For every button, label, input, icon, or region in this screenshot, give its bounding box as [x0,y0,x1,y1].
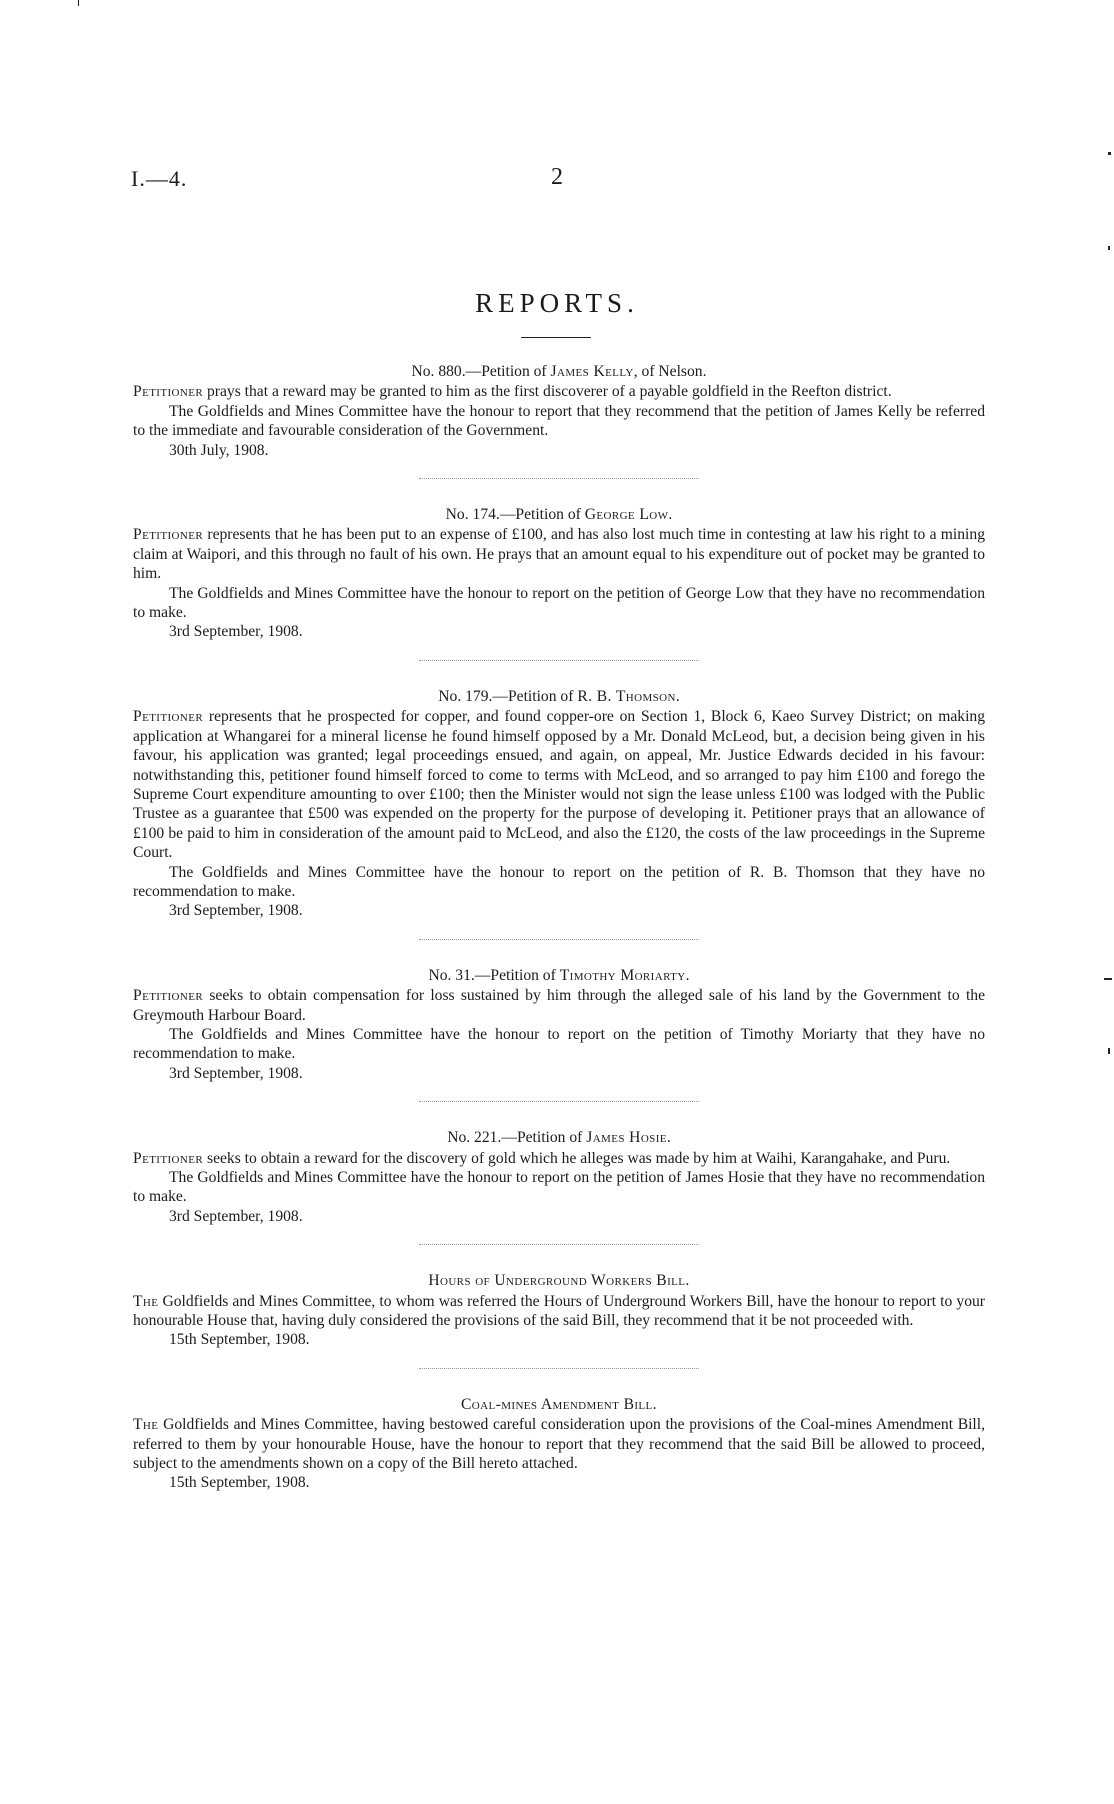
petition-text: seeks to obtain compensation for loss sustained by him through the alleged sale of his land by the Government to the Greymouth Harbour Board. [133,987,985,1024]
report-date: 3rd September, 1908. [169,623,303,641]
petition-body [133,707,985,862]
document-body [133,362,985,1493]
petition-lead: Petitioner [133,708,204,726]
petition-heading-suffix: . [675,687,680,705]
petition-text: represents that he prospected for copper, and found copper-ore on Section 1, Block 6, Kaeo Survey District; on making application at Whangarei for a mineral license he found himself opposed by a Mr. Donald McLeod, but, a decision being given in his favour, his application was granted; legal proceedings ensued, and again, on appeal, Mr. Justice Edwards decided in his favour: notwithstanding this, petitioner found himself forced to come to terms with McLeod, and so arranged to pay him £100 and forego the Supreme Court expenditure amounting to over £100; then the Minister would not sign the lease unless £100 was lodged with the Public Trustee as a guarantee that £500 was expended on the property for the purpose of developing it. Petitioner prays that an allowance of £100 be paid to him in consideration of the amount paid to McLeod, and also the £120, the costs of the law proceedings in the Supreme Court. [133,708,985,862]
petition-lead: Petitioner [133,987,204,1005]
petition-heading-suffix: , of Nelson. [633,363,707,380]
bill-text: Goldfields and Mines Committee, to whom was referred the Hours of Underground Workers Bill, have the honour to report to your honourable House that, having duly considered the provisions of the said Bill, they recommend that it be not proceeded with. [133,1292,985,1330]
bill-lead: The [133,1292,159,1310]
bill-heading: Hours of Underground Workers Bill. [428,1272,690,1290]
committee-report: The Goldfields and Mines Committee have the honour to report on the petition of R. B. Thomson that they have no recommendation to make. [133,863,985,900]
petitioner-name: James Hosie [586,1129,667,1147]
bill-coal-mines-amendment [133,1395,985,1493]
page-number: 2 [551,164,563,190]
petition-179 [133,687,985,921]
section-divider [419,1244,699,1245]
petition-body [133,525,985,583]
bill-lead: The [133,1416,159,1434]
petition-heading [133,687,985,706]
petition-heading-suffix: . [666,1129,671,1147]
report-date: 3rd September, 1908. [169,1064,303,1082]
petition-lead: Petitioner [133,526,204,544]
bill-hours-underground-workers [133,1271,985,1350]
petitioner-name: R. B. Thomson [577,687,676,705]
document-reference: I.—4. [131,166,188,191]
petition-number: No. 880.—Petition of [411,363,551,380]
petition-lead: Petitioner [133,383,204,401]
petition-number: No. 179.—Petition of [438,687,578,705]
petition-text: prays that a reward may be granted to him as the first discoverer of a payable goldfield in the Reefton district. [203,383,892,401]
petition-number: No. 31.—Petition of [428,966,560,984]
petition-heading [133,505,985,524]
bill-report [133,1415,985,1473]
petition-174 [133,505,985,642]
petition-880 [133,362,985,460]
petition-31 [133,966,985,1083]
scan-mark [1104,978,1112,980]
committee-report: The Goldfields and Mines Committee have the honour to report on the petition of George Low that they have no recommendation to make. [133,584,985,622]
report-date: 30th July, 1908. [169,441,269,459]
committee-report: The Goldfields and Mines Committee have the honour to report that they recommend that the petition of James Kelly be referred to the immediate and favourable consideration of the Government. [133,402,985,440]
petition-heading-suffix: . [685,966,690,984]
petition-body [133,986,985,1025]
petitioner-name: James Kelly [550,363,634,380]
petition-heading [133,1128,985,1147]
petition-221 [133,1128,985,1226]
section-divider [419,478,699,479]
report-date: 15th September, 1908. [169,1474,310,1492]
bill-report [133,1292,985,1331]
petitioner-name: Timothy Moriarty [559,966,686,984]
petition-heading-suffix: . [668,506,673,524]
committee-report: The Goldfields and Mines Committee have the honour to report on the petition of Timothy Moriarty that they have no recommendation to make. [133,1025,985,1063]
petition-heading [133,362,985,381]
scan-mark [1108,152,1111,155]
scan-mark [78,0,79,6]
section-divider [419,660,699,661]
petition-text: seeks to obtain a reward for the discovery of gold which he alleges was made by him at Waihi, Karangahake, and Puru. [203,1149,951,1167]
section-divider [419,1101,699,1102]
petition-lead: Petitioner [133,1149,204,1167]
committee-report: The Goldfields and Mines Committee have the honour to report on the petition of James Hosie that they have no recommendation to make. [133,1169,985,1206]
petition-body [133,1149,985,1168]
petition-number: No. 221.—Petition of [447,1129,587,1147]
petition-number: No. 174.—Petition of [445,506,585,524]
scan-mark [1108,246,1110,250]
petition-body [133,382,985,401]
petition-heading [133,966,985,985]
bill-heading: Coal-mines Amendment Bill. [461,1395,657,1413]
petition-text: represents that he has been put to an expense of £100, and has also lost much time in contesting at law his right to a mining claim at Waipori, and this through no fault of his own. He prays that an amount equal to his expenditure out of pocket may be granted to him. [133,526,985,583]
section-divider [419,939,699,940]
page-title: REPORTS. [475,288,639,318]
title-rule [521,337,591,338]
bill-text: Goldfields and Mines Committee, having bestowed careful consideration upon the provisions of the Coal-mines Amendment Bill, referred to them by your honourable House, have the honour to report that they recommend that the said Bill be allowed to proceed, subject to the amendments shown on a copy of the Bill hereto attached. [133,1416,985,1473]
report-date: 3rd September, 1908. [169,1207,303,1225]
report-date: 15th September, 1908. [169,1331,310,1349]
petitioner-name: George Low [584,506,669,524]
scan-mark [1108,1048,1110,1054]
section-divider [419,1368,699,1369]
report-date: 3rd September, 1908. [169,902,303,920]
